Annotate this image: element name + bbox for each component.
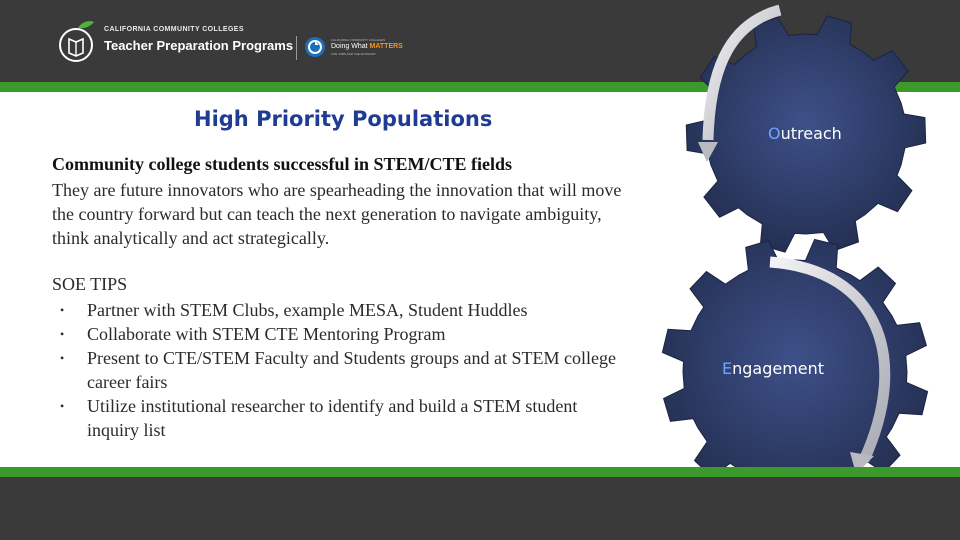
doing-what-matters-logo (304, 36, 414, 62)
dwm-tiny-text: CALIFORNIA COMMUNITY COLLEGES (331, 38, 386, 42)
bullet: • (60, 303, 65, 317)
dwm-main-text: Doing What MATTERS (331, 43, 403, 50)
tip-item: • Utilize institutional researcher to identify and build a STEM student inquiry list (60, 396, 578, 440)
engagement-label: Engagement (722, 359, 825, 378)
slide-title: High Priority Populations (194, 107, 493, 131)
gears-graphic (640, 0, 960, 540)
tips-list (52, 298, 627, 442)
outreach-label: Outreach (768, 124, 842, 143)
logo-divider (296, 36, 297, 60)
bullet: • (60, 327, 65, 341)
tips-title: SOE TIPS (52, 274, 128, 294)
tip-item: • Present to CTE/STEM Faculty and Students groups and at STEM college career fairs (60, 348, 616, 392)
body-paragraph: They are future innovators who are spearheading the innovation that will move the country forward but can teach the next generation to navigate ambiguity, think analytically and act strategically. (52, 180, 622, 248)
bullet: • (60, 351, 65, 365)
tpp-logo (56, 18, 296, 66)
apple-book-icon (56, 18, 100, 64)
footer-band (0, 477, 960, 540)
dwm-sub-text: FOR JOBS AND THE ECONOMY (331, 52, 377, 56)
tip-item: • Collaborate with STEM CTE Mentoring Program (60, 324, 446, 344)
tip-item: • Partner with STEM Clubs, example MESA, Student Huddles (60, 300, 528, 320)
doing-what-matters-icon (304, 36, 326, 58)
footer-green-stripe (0, 467, 960, 477)
section-heading: Community college students successful in STEM/CTE fields (52, 154, 513, 174)
logo-big-text: Teacher Preparation Programs (104, 38, 294, 53)
logo-small-text: CALIFORNIA COMMUNITY COLLEGES (104, 26, 244, 33)
bullet: • (60, 399, 65, 413)
